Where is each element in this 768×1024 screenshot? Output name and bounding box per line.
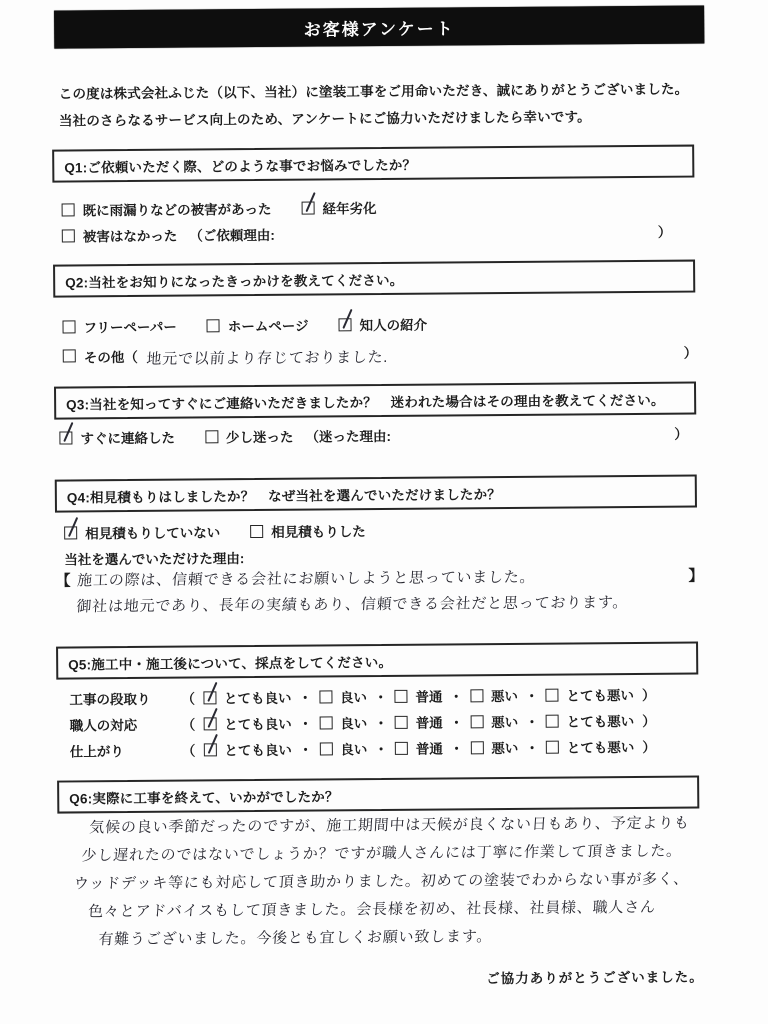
q4-close-bracket: 】 xyxy=(688,567,704,585)
q5-finish-bad-checkbox xyxy=(470,741,483,754)
q5-dot: ・ xyxy=(525,714,539,730)
footer-thanks: ご協力ありがとうございました。 xyxy=(486,969,704,987)
q5-scale-bad: 悪い xyxy=(490,688,519,705)
q2-homepage-checkbox xyxy=(207,319,220,332)
q2-options-row-2 xyxy=(63,338,698,370)
q5-dot: ・ xyxy=(298,690,313,706)
q3-reason-label: （迷った理由: xyxy=(305,428,391,445)
q1-close-paren: ） xyxy=(657,224,672,240)
q5-schedule-normal-checkbox xyxy=(394,689,407,702)
form-title-bar xyxy=(54,5,704,48)
q5-scale-good: 良い xyxy=(339,690,368,706)
q5-dot: ・ xyxy=(449,741,464,757)
q5-dot: ・ xyxy=(449,689,464,705)
q5-scale-verybad: とても悪い xyxy=(566,714,635,730)
q5-scale-verygood: とても良い xyxy=(223,690,292,707)
q5-scale-normal: 普通 xyxy=(415,715,443,731)
intro-text xyxy=(59,76,699,135)
q4-header-box xyxy=(55,475,697,513)
q3-immediately-checkbox-checked xyxy=(59,431,72,444)
q5-dot: ・ xyxy=(449,715,464,731)
q6-handwritten-answer xyxy=(75,809,714,954)
q4-reason-title-row xyxy=(64,547,244,568)
q5-scale-normal: 普通 xyxy=(415,689,443,705)
q5-row-workers xyxy=(70,710,656,735)
q1-no-damage-checkbox xyxy=(62,229,75,242)
q1-aging-label: 経年劣化 xyxy=(322,201,377,217)
q4-open-bracket: 【 xyxy=(55,572,71,590)
q5-row-finish xyxy=(70,736,656,761)
q5-workers-label: 職人の対応 xyxy=(69,717,138,734)
q1-header-box xyxy=(52,145,694,183)
q5-close-paren: ） xyxy=(642,713,656,729)
q5-row-schedule xyxy=(69,684,655,709)
q5-schedule-label: 工事の段取り xyxy=(69,691,151,708)
q5-scale-good: 良い xyxy=(340,716,368,732)
q1-aging-checkbox-checked xyxy=(301,201,314,214)
q5-schedule-verygood-checkbox-checked xyxy=(203,691,216,704)
q3-immediately-label: すぐに連絡した xyxy=(80,430,175,447)
q5-schedule-good-checkbox xyxy=(319,690,332,703)
q1-reason-label: （ご依頼理由: xyxy=(189,227,275,244)
q2-close-paren: ） xyxy=(683,345,698,361)
intro-line-1: この度は株式会社ふじた（以下、当社）に塗装工事をご用命いただき、誠にありがとうございました。 xyxy=(58,81,689,102)
q5-close-paren: ） xyxy=(641,687,656,703)
q5-open-paren: （ xyxy=(181,691,196,707)
q1-options-row-2 xyxy=(62,221,682,246)
q1-no-damage-label: 被害はなかった xyxy=(82,228,178,245)
q5-dot: ・ xyxy=(298,742,313,758)
q5-scale-good: 良い xyxy=(340,742,368,758)
q3-options-row xyxy=(59,423,688,448)
q2-header: Q2:当社をお知りになったきっかけを教えてください。 xyxy=(65,272,404,291)
q5-dot: ・ xyxy=(374,715,388,732)
q2-header-box xyxy=(53,260,695,298)
q5-scale-bad: 悪い xyxy=(491,714,519,731)
q4-quote-checkbox xyxy=(250,524,263,537)
q5-scale-verybad: とても悪い xyxy=(566,688,635,704)
q1-damage-checkbox xyxy=(62,203,75,216)
q5-dot: ・ xyxy=(524,688,539,704)
q5-header-box xyxy=(56,642,698,680)
q5-finish-label: 仕上がり xyxy=(69,744,124,760)
q5-scale-verybad: とても悪い xyxy=(566,740,635,756)
q5-workers-bad-checkbox xyxy=(470,715,483,728)
q2-referral-checkbox-checked xyxy=(339,318,352,331)
q5-dot: ・ xyxy=(298,716,313,732)
q2-referral-label: 知人の紹介 xyxy=(359,317,428,334)
q6-answer-line-5: 有難うございました。今後とも宜しくお願い致します。 xyxy=(97,928,493,949)
q2-freepaper-label: フリーペーパー xyxy=(83,319,177,336)
q5-workers-good-checkbox xyxy=(319,716,332,729)
q4-reason-title: 当社を選んでいただけた理由: xyxy=(64,551,245,568)
q5-close-paren: ） xyxy=(642,739,656,755)
q5-workers-normal-checkbox xyxy=(395,715,408,728)
intro-line-2: 当社のさらなるサービス向上のため、アンケートにご協力いただけましたら幸いです。 xyxy=(58,109,591,129)
q5-open-paren: （ xyxy=(181,717,196,733)
q5-schedule-bad-checkbox xyxy=(470,689,483,702)
q6-answer-line-1: 気候の良い季節だったのですが、施工期間中は天候が良くない日もあり、予定よりも xyxy=(88,814,691,837)
q5-finish-normal-checkbox xyxy=(395,741,408,754)
q4-answer-line-2 xyxy=(76,591,628,616)
q3-hesitated-label: 少し迷った xyxy=(225,429,294,446)
q5-dot: ・ xyxy=(373,689,388,706)
q3-header: Q3:当社を知ってすぐにご連絡いただきましたか？ 迷われた場合はその理由を教えてください。 xyxy=(66,392,665,413)
q4-no-quote-checkbox-checked xyxy=(64,526,77,539)
q5-scale-verygood: とても良い xyxy=(224,742,292,759)
q4-handwritten-line-1: 施工の際は、信頼できる会社にお願いしようと思っていました。 xyxy=(76,568,536,590)
q5-workers-verygood-checkbox-checked xyxy=(203,717,216,730)
q5-finish-good-checkbox xyxy=(319,742,332,755)
q1-options-row-1 xyxy=(62,197,377,219)
q5-schedule-verybad-checkbox xyxy=(545,688,558,701)
q1-header: Q1:ご依頼いただく際、どのような事でお悩みでしたか？ xyxy=(64,157,417,176)
q2-other-label: その他（ xyxy=(83,349,138,365)
q5-header: Q5:施工中・施工後について、採点をしてください。 xyxy=(68,654,393,673)
q1-damage-label: 既に雨漏りなどの被害があった xyxy=(82,201,272,219)
q5-open-paren: （ xyxy=(181,743,196,759)
q2-freepaper-checkbox xyxy=(62,320,75,333)
q6-answer-line-3: ウッドデッキ等にも対応して頂き助かりました。初めての塗装でわからない事が多く、 xyxy=(73,870,690,893)
q4-answer-line-1 xyxy=(55,565,704,591)
q5-finish-verybad-checkbox xyxy=(546,740,559,753)
q2-options-row-1 xyxy=(62,314,427,337)
q4-no-quote-label: 相見積もりしていない xyxy=(85,525,221,542)
q5-scale-normal: 普通 xyxy=(415,741,443,757)
q5-workers-verybad-checkbox xyxy=(546,714,559,727)
q3-hesitated-checkbox xyxy=(205,430,218,443)
q3-header-box xyxy=(54,382,696,420)
q4-handwritten-line-2: 御社は地元であり、長年の実績もあり、信頼できる会社だと思っております。 xyxy=(75,594,629,616)
q5-dot: ・ xyxy=(525,740,539,756)
q4-options-row xyxy=(64,520,366,542)
q5-dot: ・ xyxy=(374,741,388,758)
q6-answer-line-2: 少し遅れたのではないでしょうか？ですが職人さんには丁寧に作業して頂きました。 xyxy=(81,842,683,865)
q6-header: Q6:実際に工事を終えて、いかがでしたか？ xyxy=(69,789,339,807)
q2-homepage-label: ホームページ xyxy=(227,318,309,335)
q2-handwritten-answer: 地元で以前より存じておりました. xyxy=(145,348,389,368)
q6-answer-line-4: 色々とアドバイスもして頂きました。会長様を初め、社長様、社員様、職人さん xyxy=(87,898,657,921)
q2-other-checkbox xyxy=(63,349,76,362)
q3-close-paren: ） xyxy=(674,426,688,442)
q4-quote-label: 相見積もりした xyxy=(271,524,366,540)
q4-header: Q4:相見積もりはしましたか？ なぜ当社を選んでいただけましたか？ xyxy=(66,487,502,506)
q5-scale-bad: 悪い xyxy=(491,740,519,757)
page-title: お客様アンケート xyxy=(303,18,455,40)
q5-scale-verygood: とても良い xyxy=(224,716,292,733)
q5-finish-verygood-checkbox-checked xyxy=(203,743,216,756)
q6-header-box xyxy=(57,776,699,814)
